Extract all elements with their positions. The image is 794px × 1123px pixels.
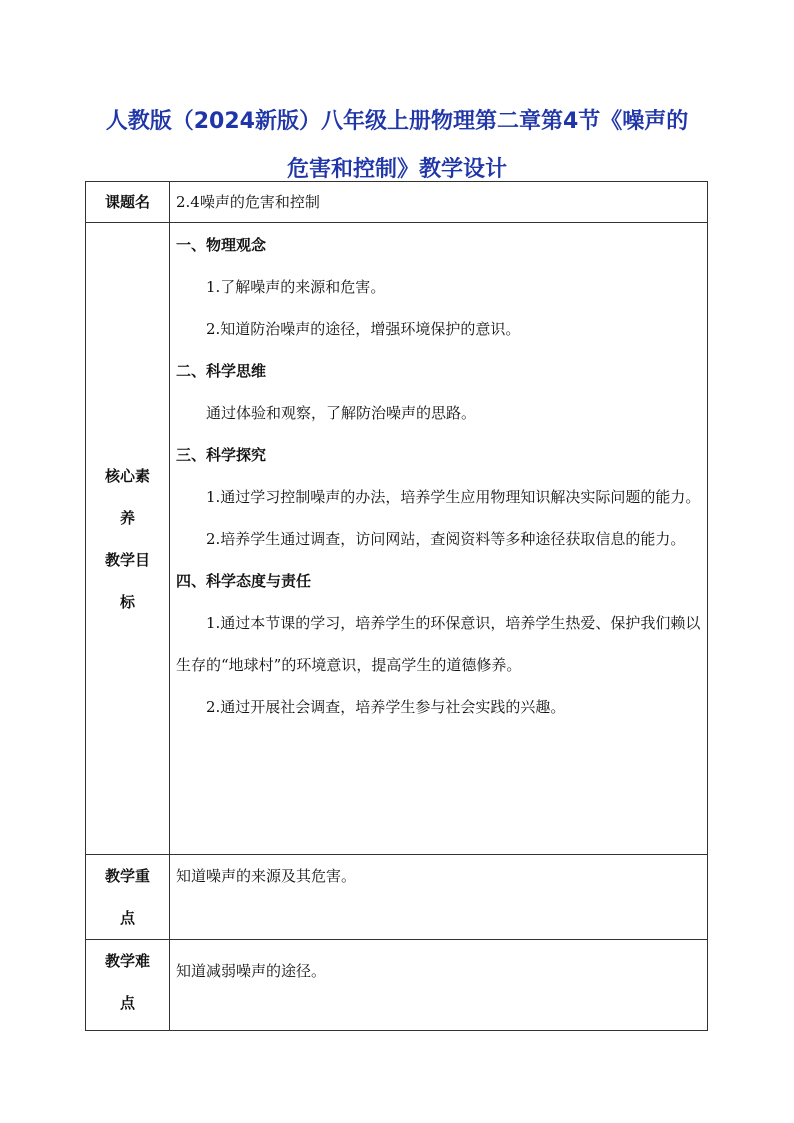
goal-item: 1.通过本节课的学习，培养学生的环保意识，培养学生热爱、保护我们赖以生存的“地球村”的环境意识，提高学生的道德修养。 [176, 614, 701, 674]
goal-item: 1.通过学习控制噪声的办法，培养学生应用物理知识解决实际问题的能力。 [206, 488, 701, 506]
section-heading: 四、科学态度与责任 [176, 572, 312, 590]
difficulty-label: 教学难 点 [86, 940, 170, 1031]
topic-row [86, 182, 708, 223]
topic-label: 课题名 [86, 182, 170, 223]
topic-value: 2.4噪声的危害和控制 [170, 182, 708, 223]
focus-row [86, 855, 708, 940]
goals-label: 核心素 养 教学目 标 [86, 223, 170, 855]
goal-item: 1.了解噪声的来源和危害。 [206, 278, 386, 296]
goals-content [170, 223, 708, 855]
goal-item: 2.培养学生通过调查，访问网站，查阅资料等多种途径获取信息的能力。 [206, 530, 686, 548]
title-line-2: 危害和控制》教学设计 [286, 157, 507, 182]
section-heading: 一、物理观念 [176, 236, 267, 254]
difficulty-value: 知道减弱噪声的途径。 [170, 940, 708, 1031]
title-line-1: 人教版（2024新版）八年级上册物理第二章第4节《噪声的 [105, 109, 689, 134]
goal-item: 通过体验和观察，了解防治噪声的思路。 [206, 404, 477, 422]
section-heading: 三、科学探究 [176, 446, 267, 464]
difficulty-row [86, 940, 708, 1031]
goals-row [86, 223, 708, 855]
goal-item: 2.通过开展社会调查，培养学生参与社会实践的兴趣。 [206, 698, 566, 716]
document-title [60, 98, 734, 194]
lesson-plan-table [85, 181, 708, 1031]
focus-value: 知道噪声的来源及其危害。 [170, 855, 708, 940]
section-heading: 二、科学思维 [176, 362, 267, 380]
focus-label: 教学重 点 [86, 855, 170, 940]
goal-item: 2.知道防治噪声的途径，增强环境保护的意识。 [206, 320, 521, 338]
